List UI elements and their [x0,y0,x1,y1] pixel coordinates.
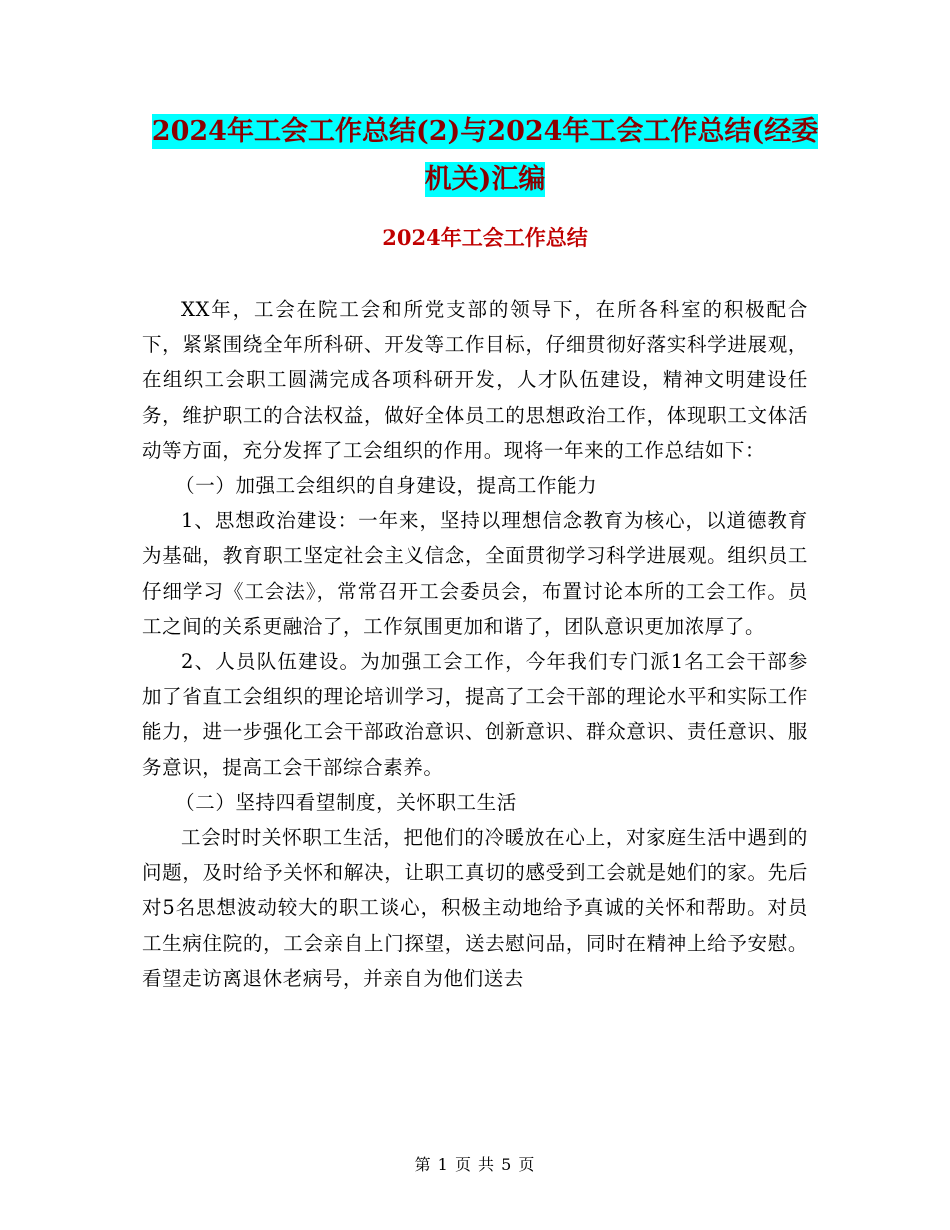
paragraph-intro: XX年，工会在院工会和所党支部的领导下，在所各科室的积极配合下，紧紧围绕全年所科研、开发等工作目标，仔细贯彻好落实科学进展观，在组织工会职工圆满完成各项科研开发，人才队伍建设，精神文明建设任务，维护职工的合法权益，做好全体员工的思想政治工作，体现职工文体活动等方面，充分发挥了工会组织的作用。现将一年来的工作总结如下： [142,298,808,462]
paragraph-staff: 2、人员队伍建设。为加强工会工作，今年我们专门派1名工会干部参加了省直工会组织的理论培训学习，提高了工会干部的理论水平和实际工作能力，进一步强化工会干部政治意识、创新意识、群众意识、责任意识、服务意识，提高工会干部综合素养。 [142,650,808,779]
title-line-2: 机关)汇编 [424,164,546,195]
document-title [140,108,830,204]
section-title: 2024年工会工作总结 [382,225,588,250]
page-number-footer: 第 1 页 共 5 页 [414,1155,536,1174]
title-line-1: 2024年工会工作总结(2)与2024年工会工作总结(经委 [151,116,819,147]
subheading-1: （一）加强工会组织的自身建设，提高工作能力 [175,474,598,498]
document-body [142,292,808,996]
paragraph-care: 工会时时关怀职工生活，把他们的冷暖放在心上，对家庭生活中遇到的问题，及时给予关怀和解决，让职工真切的感受到工会就是她们的家。先后对5名思想波动较大的职工谈心，积极主动地给予真诚的关怀和帮助。对员工生病住院的，工会亲自上门探望，送去慰问品，同时在精神上给予安慰。看望走访离退休老病号，并亲自为他们送去 [142,826,808,990]
paragraph-political: 1、思想政治建设：一年来，坚持以理想信念教育为核心，以道德教育为基础，教育职工坚定社会主义信念，全面贯彻学习科学进展观。组织员工仔细学习《工会法》，常常召开工会委员会，布置讨论本所的工会工作。员工之间的关系更融洽了，工作氛围更加和谐了，团队意识更加浓厚了。 [142,509,808,638]
subheading-2: （二）坚持四看望制度，关怀职工生活 [175,790,517,814]
